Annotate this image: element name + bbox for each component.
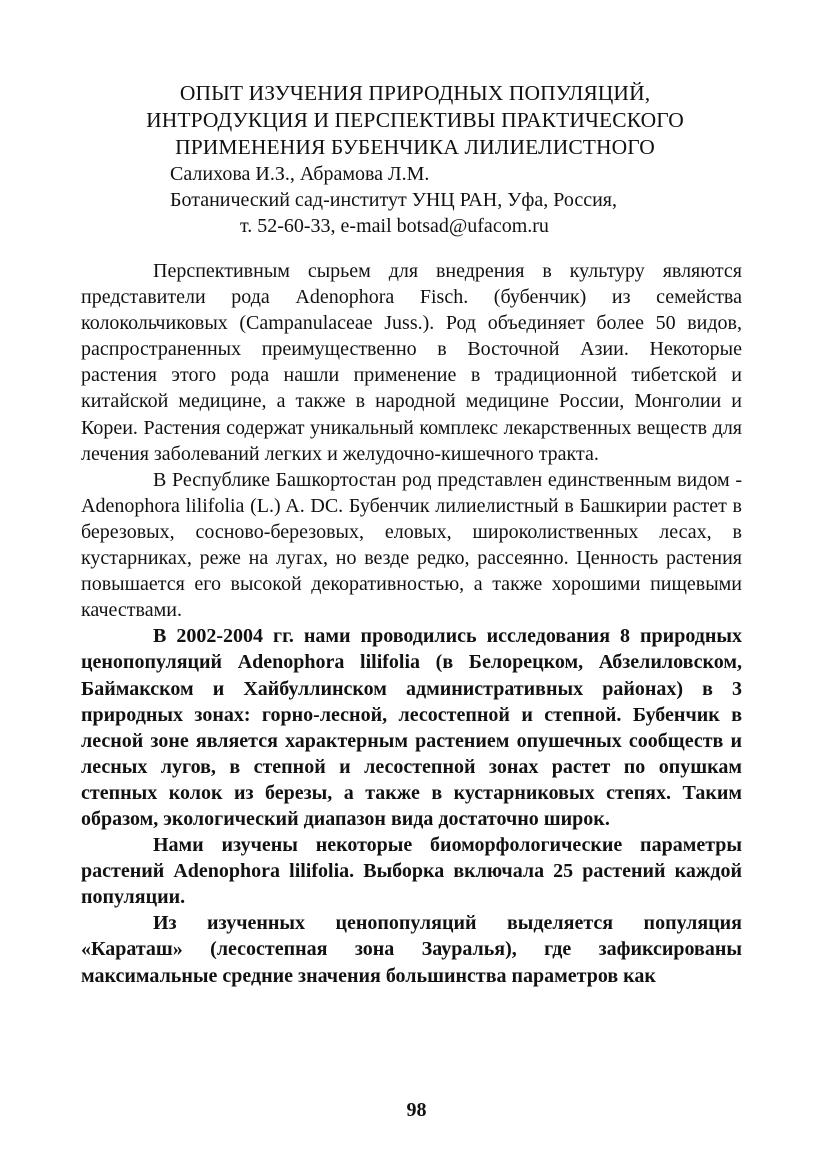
article-title-line-1: ОПЫТ ИЗУЧЕНИЯ ПРИРОДНЫХ ПОПУЛЯЦИЙ,	[179, 81, 651, 105]
paragraph-3: В 2002-2004 гг. нами проводились исследования 8 природных ценопопуляций Adenophora lilifolia (в Белорецком, Абзелиловском, Баймакском и Хайбуллинском административных районах) в 3 природных зонах: горно-лесной, лесостепной и степной. Бубенчик в лесной зоне является характерным растением опушечных сообществ и лесных лугов, в степной и лесостепной зонах растет по опушкам степных колок из березы, а также в кустарниковых степях. Таким образом, экологический диапазон вида достаточно широк.	[81, 625, 742, 830]
article-contact: т. 52-60-33, e-mail botsad@ufacom.ru	[240, 215, 549, 237]
paragraph-4: Нами изучены некоторые биоморфологические параметры растений Adenophora lilifolia. Выборка включала 25 растений каждой популяции.	[81, 834, 742, 909]
article-institution: Ботанический сад-институт УНЦ РАН, Уфа, Россия,	[170, 189, 617, 211]
article-authors: Салихова И.З., Абрамова Л.М.	[170, 163, 430, 185]
article-body	[81, 258, 742, 989]
article-title-line-3: ПРИМЕНЕНИЯ БУБЕНЧИКА ЛИЛИЕЛИСТНОГО	[175, 135, 655, 159]
paragraph-1: Перспективным сырьем для внедрения в культуру являются представители рода Adenophora Fisch. (бубенчик) из семейства колокольчиковых (Campanulaceae Juss.). Род объединяет более 50 видов, распространенных преимущественно в Восточной Азии. Некоторые растения этого рода нашли применение в традиционной тибетской и китайской медицине, а также в народной медицине России, Монголии и Кореи. Растения содержат уникальный комплекс лекарственных веществ для лечения заболеваний легких и желудочно-кишечного тракта.	[81, 260, 742, 465]
article-header	[60, 80, 770, 239]
article-title-line-2: ИНТРОДУКЦИЯ И ПЕРСПЕКТИВЫ ПРАКТИЧЕСКОГО	[146, 108, 684, 132]
paragraph-2: В Республике Башкортостан род представлен единственным видом - Adenophora lilifolia (L.) A. DC. Бубенчик лилиелистный в Башкирии растет в березовых, сосново-березовых, еловых, широколиственных лесах, в кустарниках, реже на лугах, но везде редко, рассеянно. Ценность растения повышается его высокой декоративностью, а также хорошими пищевыми качествами.	[81, 468, 742, 622]
paragraph-5: Из изученных ценопопуляций выделяется популяция «Караташ» (лесостепная зона Зауралья), где зафиксированы максимальные средние значения большинства параметров как	[81, 912, 742, 987]
page-number: 98	[406, 1099, 427, 1121]
